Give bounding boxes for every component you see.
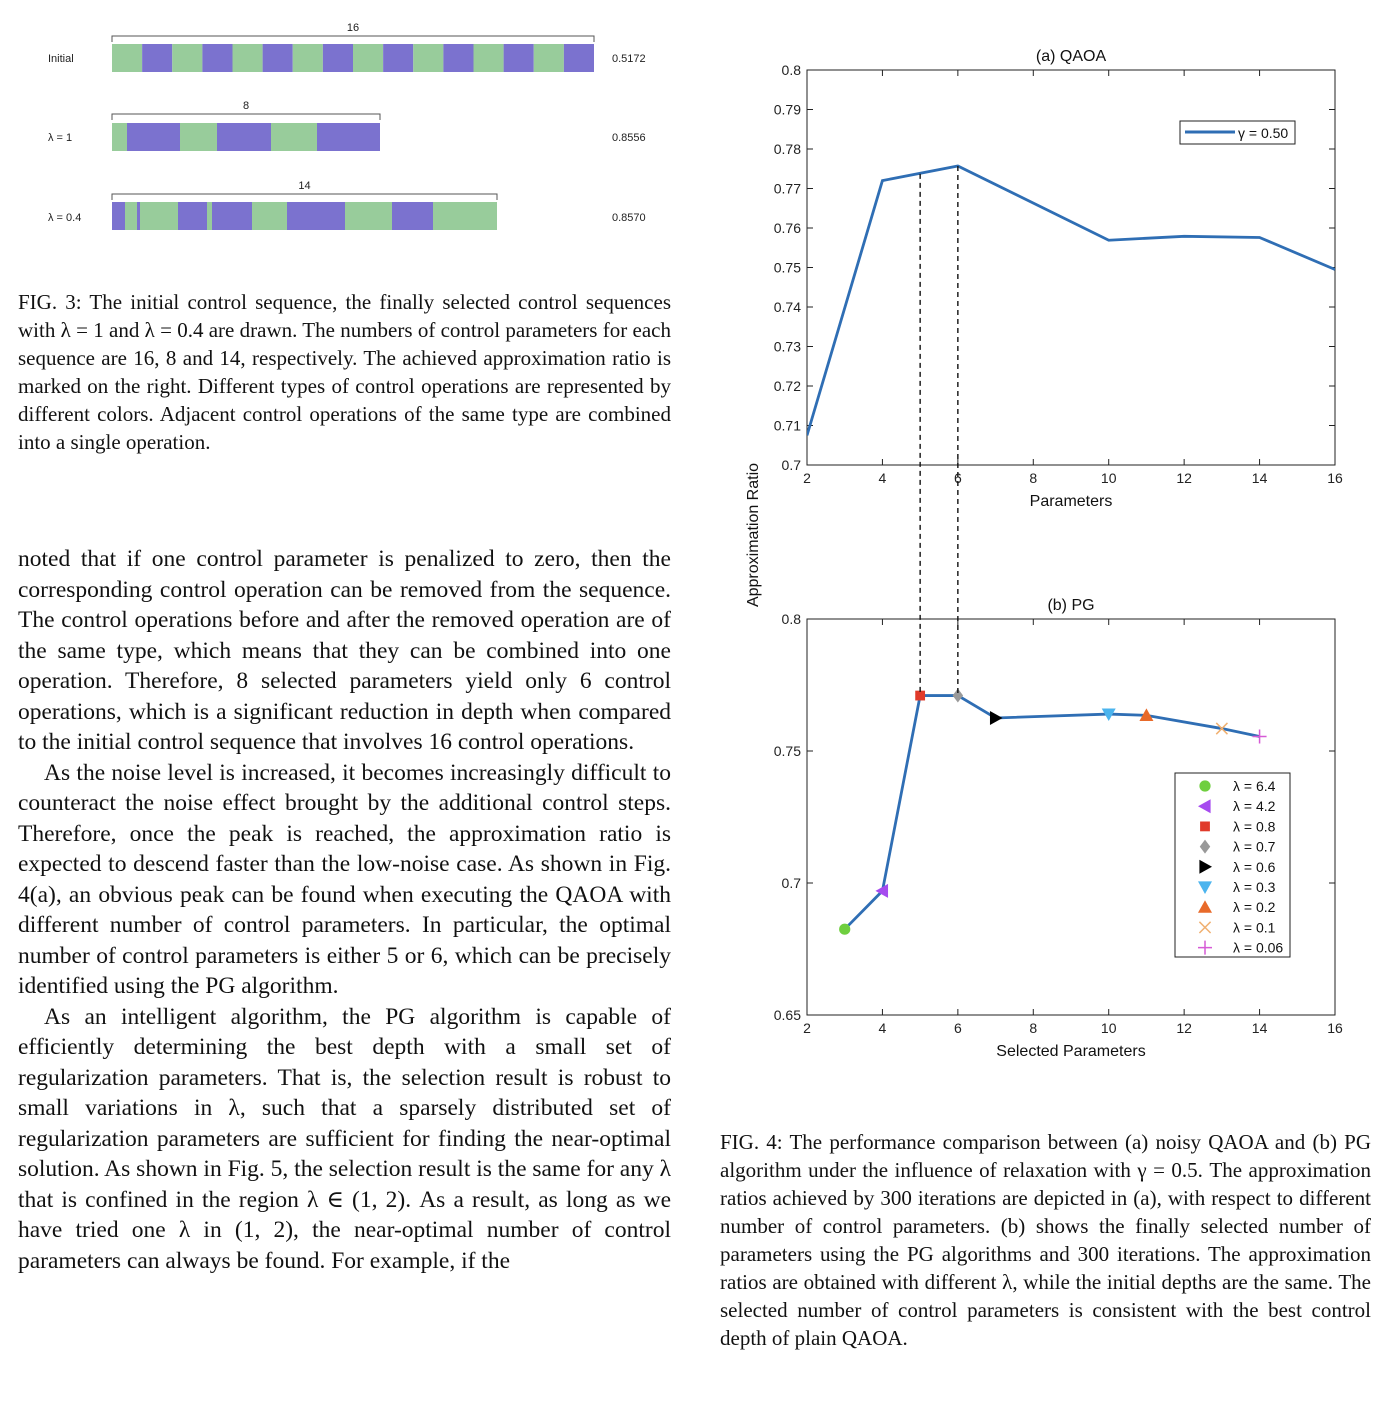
row-label: λ = 1 <box>48 132 73 144</box>
control-segment <box>474 44 504 72</box>
control-segment <box>142 44 172 72</box>
sequence-row <box>48 22 646 72</box>
figure-3 <box>0 0 700 290</box>
paragraph-1: noted that if one control parameter is penalized to zero, then the corresponding control operation can be removed from the sequence. The control operations before and after the removed operation are of the same type, which means that they can be combined into one operation. Therefore, 8 selected parameters yield only 6 control operations, which is a significant reduction in depth when compared to the initial control sequence that involves 16 control operations. <box>18 546 671 755</box>
legend-label: λ = 0.7 <box>1233 838 1276 855</box>
control-segment <box>443 44 473 72</box>
chart-b-pg <box>774 597 1343 1060</box>
legend-label: λ = 0.6 <box>1233 858 1276 875</box>
data-marker <box>839 924 850 935</box>
x-tick-label: 8 <box>1029 1020 1038 1036</box>
x-axis-label: Selected Parameters <box>996 1043 1146 1060</box>
x-tick-label: 10 <box>1100 470 1117 486</box>
x-tick-label: 16 <box>1327 470 1343 486</box>
control-segment <box>140 202 178 230</box>
chart-title: (b) PG <box>1047 597 1095 614</box>
control-segment <box>125 202 137 230</box>
y-axis-label: Approximation Ratio <box>745 462 762 608</box>
control-segment <box>178 202 207 230</box>
control-segment <box>392 202 433 230</box>
row-label: λ = 0.4 <box>48 212 82 224</box>
legend <box>1180 121 1295 144</box>
parameter-count: 16 <box>346 22 360 34</box>
legend-label: λ = 4.2 <box>1233 798 1276 815</box>
x-tick-label: 8 <box>1029 470 1038 486</box>
control-segment <box>413 44 443 72</box>
x-axis-label: Parameters <box>1029 493 1113 510</box>
x-tick-label: 12 <box>1176 1020 1192 1036</box>
control-segment <box>504 44 534 72</box>
x-tick-label: 16 <box>1327 1020 1343 1036</box>
sequence-row <box>48 100 646 151</box>
control-segment <box>353 44 383 72</box>
control-segment <box>345 202 392 230</box>
control-segment <box>293 44 323 72</box>
y-tick-label: 0.75 <box>773 743 801 759</box>
parameter-count: 8 <box>242 100 250 112</box>
control-segment <box>287 202 345 230</box>
legend-label: λ = 6.4 <box>1233 778 1276 794</box>
control-segment <box>112 123 127 151</box>
x-tick-label: 14 <box>1251 1020 1268 1036</box>
sequence-row <box>48 180 646 230</box>
body-text <box>18 544 671 1424</box>
y-tick-label: 0.72 <box>773 378 801 394</box>
legend-marker <box>1199 780 1210 791</box>
y-tick-label: 0.77 <box>773 180 801 197</box>
control-segment <box>252 202 287 230</box>
control-segment <box>202 44 232 72</box>
control-segment <box>207 202 212 230</box>
figure-4-caption: FIG. 4: The performance comparison between (a) noisy QAOA and (b) PG algorithm under the influence of relaxation with γ = 0.5. The approximation ratios achieved by 300 iterations are depicted in (a), with respect to different number of control parameters. (b) shows the finally selected number of parameters using the PG algorithms and 300 iterations. The approximation ratios are obtained with different λ, while the initial depths are the same. The selected number of control parameters is consistent with the best control depth of plain QAOA. <box>720 1130 1371 1350</box>
y-tick-label: 0.76 <box>773 220 801 236</box>
legend-label: λ = 0.3 <box>1233 879 1276 895</box>
control-segment <box>180 123 217 151</box>
y-tick-label: 0.71 <box>773 417 801 434</box>
approximation-ratio: 0.8556 <box>612 132 646 144</box>
y-tick-label: 0.8 <box>781 62 801 78</box>
paragraph-3: As an intelligent algorithm, the PG algorithm is capable of efficiently determining the best depth with a small set of regularization parameters. That is, the selection result is robust to small variations in λ, such that a sparsely distributed set of regularization parameters are sufficient for finding the near-optimal solution. As shown in Fig. 5, the selection result is the same for any λ that is confined in the region λ ∈ (1, 2). As a result, as long as we have tried one λ in (1, 2), the near-optimal number of control parameters can always be found. For example, if the <box>18 1003 671 1274</box>
data-marker <box>915 691 925 701</box>
x-tick-label: 10 <box>1100 1020 1117 1036</box>
legend-label: λ = 0.2 <box>1233 899 1276 916</box>
y-tick-label: 0.73 <box>773 338 801 355</box>
x-tick-label: 4 <box>878 470 887 486</box>
legend-marker <box>1200 822 1210 832</box>
y-tick-label: 0.75 <box>773 259 801 276</box>
chart-title: (a) QAOA <box>1035 48 1107 65</box>
figure-4-charts <box>730 30 1386 1090</box>
x-tick-label: 14 <box>1251 470 1268 486</box>
y-tick-label: 0.8 <box>781 611 801 627</box>
legend-label: λ = 0.06 <box>1233 939 1284 956</box>
x-tick-label: 12 <box>1176 470 1192 486</box>
count-bracket <box>112 194 497 200</box>
control-segment <box>233 44 263 72</box>
parameter-count: 14 <box>298 180 311 192</box>
control-segment <box>433 202 497 230</box>
x-tick-label: 2 <box>803 1020 811 1036</box>
legend-label: λ = 0.1 <box>1233 919 1276 936</box>
approximation-ratio: 0.8570 <box>612 212 646 224</box>
legend-label: λ = 0.8 <box>1233 818 1276 835</box>
control-segment <box>127 123 180 151</box>
y-tick-label: 0.79 <box>773 101 801 118</box>
control-segment <box>217 123 271 151</box>
control-segment <box>323 44 353 72</box>
figure-4 <box>730 30 1386 1090</box>
control-segment <box>534 44 564 72</box>
x-tick-label: 6 <box>953 1020 962 1036</box>
control-segment <box>564 44 594 72</box>
control-segment <box>271 123 317 151</box>
count-bracket <box>112 36 594 42</box>
control-segment <box>172 44 202 72</box>
paragraph-2: As the noise level is increased, it becomes increasingly difficult to counteract the noise effect brought by the additional control steps. Therefore, once the peak is reached, the approximation ratio is expected to descend faster than the low-noise case. As shown in Fig. 4(a), an obvious peak can be found when executing the QAOA with different number of control parameters. In particular, the optimal number of control parameters is either 5 or 6, which can be precisely identified using the PG algorithm. <box>18 759 671 999</box>
x-tick-label: 4 <box>878 1020 887 1036</box>
x-tick-label: 2 <box>803 470 811 486</box>
figure-3-caption: FIG. 3: The initial control sequence, the finally selected control sequences with λ = 1 and λ = 0.4 are drawn. The numbers of control parameters for each sequence are 16, 8 and 14, respectively. The achieved approximation ratio is marked on the right. Different types of control operations are represented by different colors. Adjacent control operations of the same type are combined into a single operation. <box>18 290 671 454</box>
control-segment <box>263 44 293 72</box>
y-tick-label: 0.7 <box>781 875 801 891</box>
control-segment <box>137 202 140 230</box>
control-segment <box>383 44 413 72</box>
y-tick-label: 0.7 <box>781 457 801 473</box>
control-segment <box>112 202 125 230</box>
legend <box>1175 773 1290 957</box>
x-tick-label: 6 <box>953 470 962 486</box>
chart-a-qaoa <box>774 48 1343 510</box>
control-segment <box>112 44 142 72</box>
row-label: Initial <box>48 53 74 65</box>
approximation-ratio: 0.5172 <box>612 53 646 65</box>
y-tick-label: 0.78 <box>773 141 801 157</box>
control-segment <box>212 202 252 230</box>
legend-label: γ = 0.50 <box>1238 125 1289 141</box>
y-tick-label: 0.74 <box>773 299 801 315</box>
control-segment <box>317 123 380 151</box>
y-tick-label: 0.65 <box>773 1007 801 1023</box>
count-bracket <box>112 114 380 120</box>
control-sequence-diagram <box>0 0 700 290</box>
